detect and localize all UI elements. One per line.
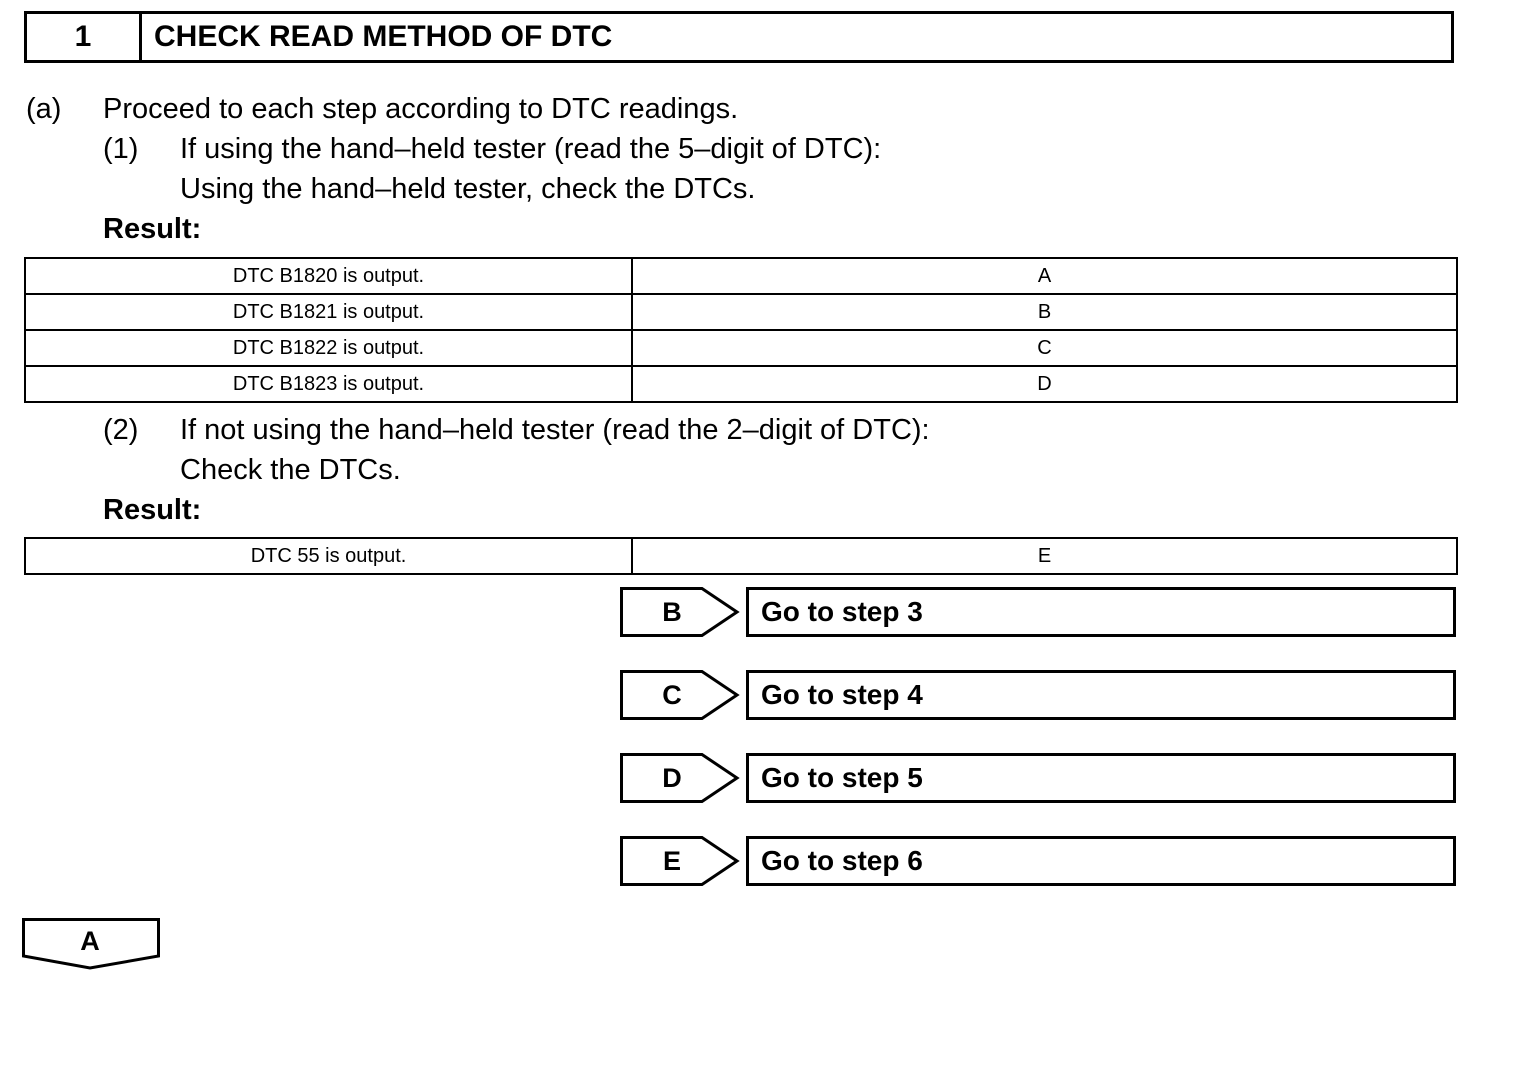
next-step-a[interactable] <box>22 918 160 970</box>
table-row <box>25 366 1457 402</box>
result-cell: A <box>632 258 1457 294</box>
table-row <box>25 330 1457 366</box>
branch-b[interactable] <box>620 587 1456 637</box>
result-cell: C <box>632 330 1457 366</box>
go-to-step-button[interactable]: Go to step 3 <box>746 587 1456 637</box>
go-to-step-button[interactable]: Go to step 4 <box>746 670 1456 720</box>
result-cell: B <box>632 294 1457 330</box>
result-cell: E <box>632 538 1457 574</box>
item-a-text: Proceed to each step according to DTC readings. <box>103 93 739 125</box>
sub2-line2: Check the DTCs. <box>180 454 401 486</box>
branch-d[interactable] <box>620 753 1456 803</box>
branch-label: B <box>662 596 682 627</box>
go-to-step-button[interactable]: Go to step 6 <box>746 836 1456 886</box>
condition-cell: DTC B1821 is output. <box>25 294 632 330</box>
condition-cell: DTC B1822 is output. <box>25 330 632 366</box>
next-label: A <box>80 926 100 956</box>
sub1-line2: Using the hand–held tester, check the DTCs. <box>180 173 756 205</box>
step-header <box>24 11 1454 63</box>
sub1-line1: If using the hand–held tester (read the 5–digit of DTC): <box>180 133 882 165</box>
condition-cell: DTC B1820 is output. <box>25 258 632 294</box>
step-title: CHECK READ METHOD OF DTC <box>154 20 613 53</box>
branch-c[interactable] <box>620 670 1456 720</box>
sub2-line1: If not using the hand–held tester (read the 2–digit of DTC): <box>180 414 930 446</box>
step-number: 1 <box>27 14 142 60</box>
condition-cell: DTC B1823 is output. <box>25 366 632 402</box>
table-row <box>25 538 1457 574</box>
branch-e[interactable] <box>620 836 1456 886</box>
branch-label: D <box>662 762 682 793</box>
sub2-result-label: Result: <box>103 494 202 526</box>
go-to-step-button[interactable]: Go to step 5 <box>746 753 1456 803</box>
table-row <box>25 258 1457 294</box>
sub1-result-label: Result: <box>103 213 202 245</box>
result-cell: D <box>632 366 1457 402</box>
branch-label: E <box>662 845 681 876</box>
condition-cell: DTC 55 is output. <box>25 538 632 574</box>
sub2-marker: (2) <box>103 414 139 446</box>
result-table-2 <box>24 537 1458 575</box>
branch-label: C <box>662 679 682 710</box>
table-row <box>25 294 1457 330</box>
item-a-marker: (a) <box>26 93 62 125</box>
sub1-marker: (1) <box>103 133 139 165</box>
result-table-1 <box>24 257 1458 403</box>
